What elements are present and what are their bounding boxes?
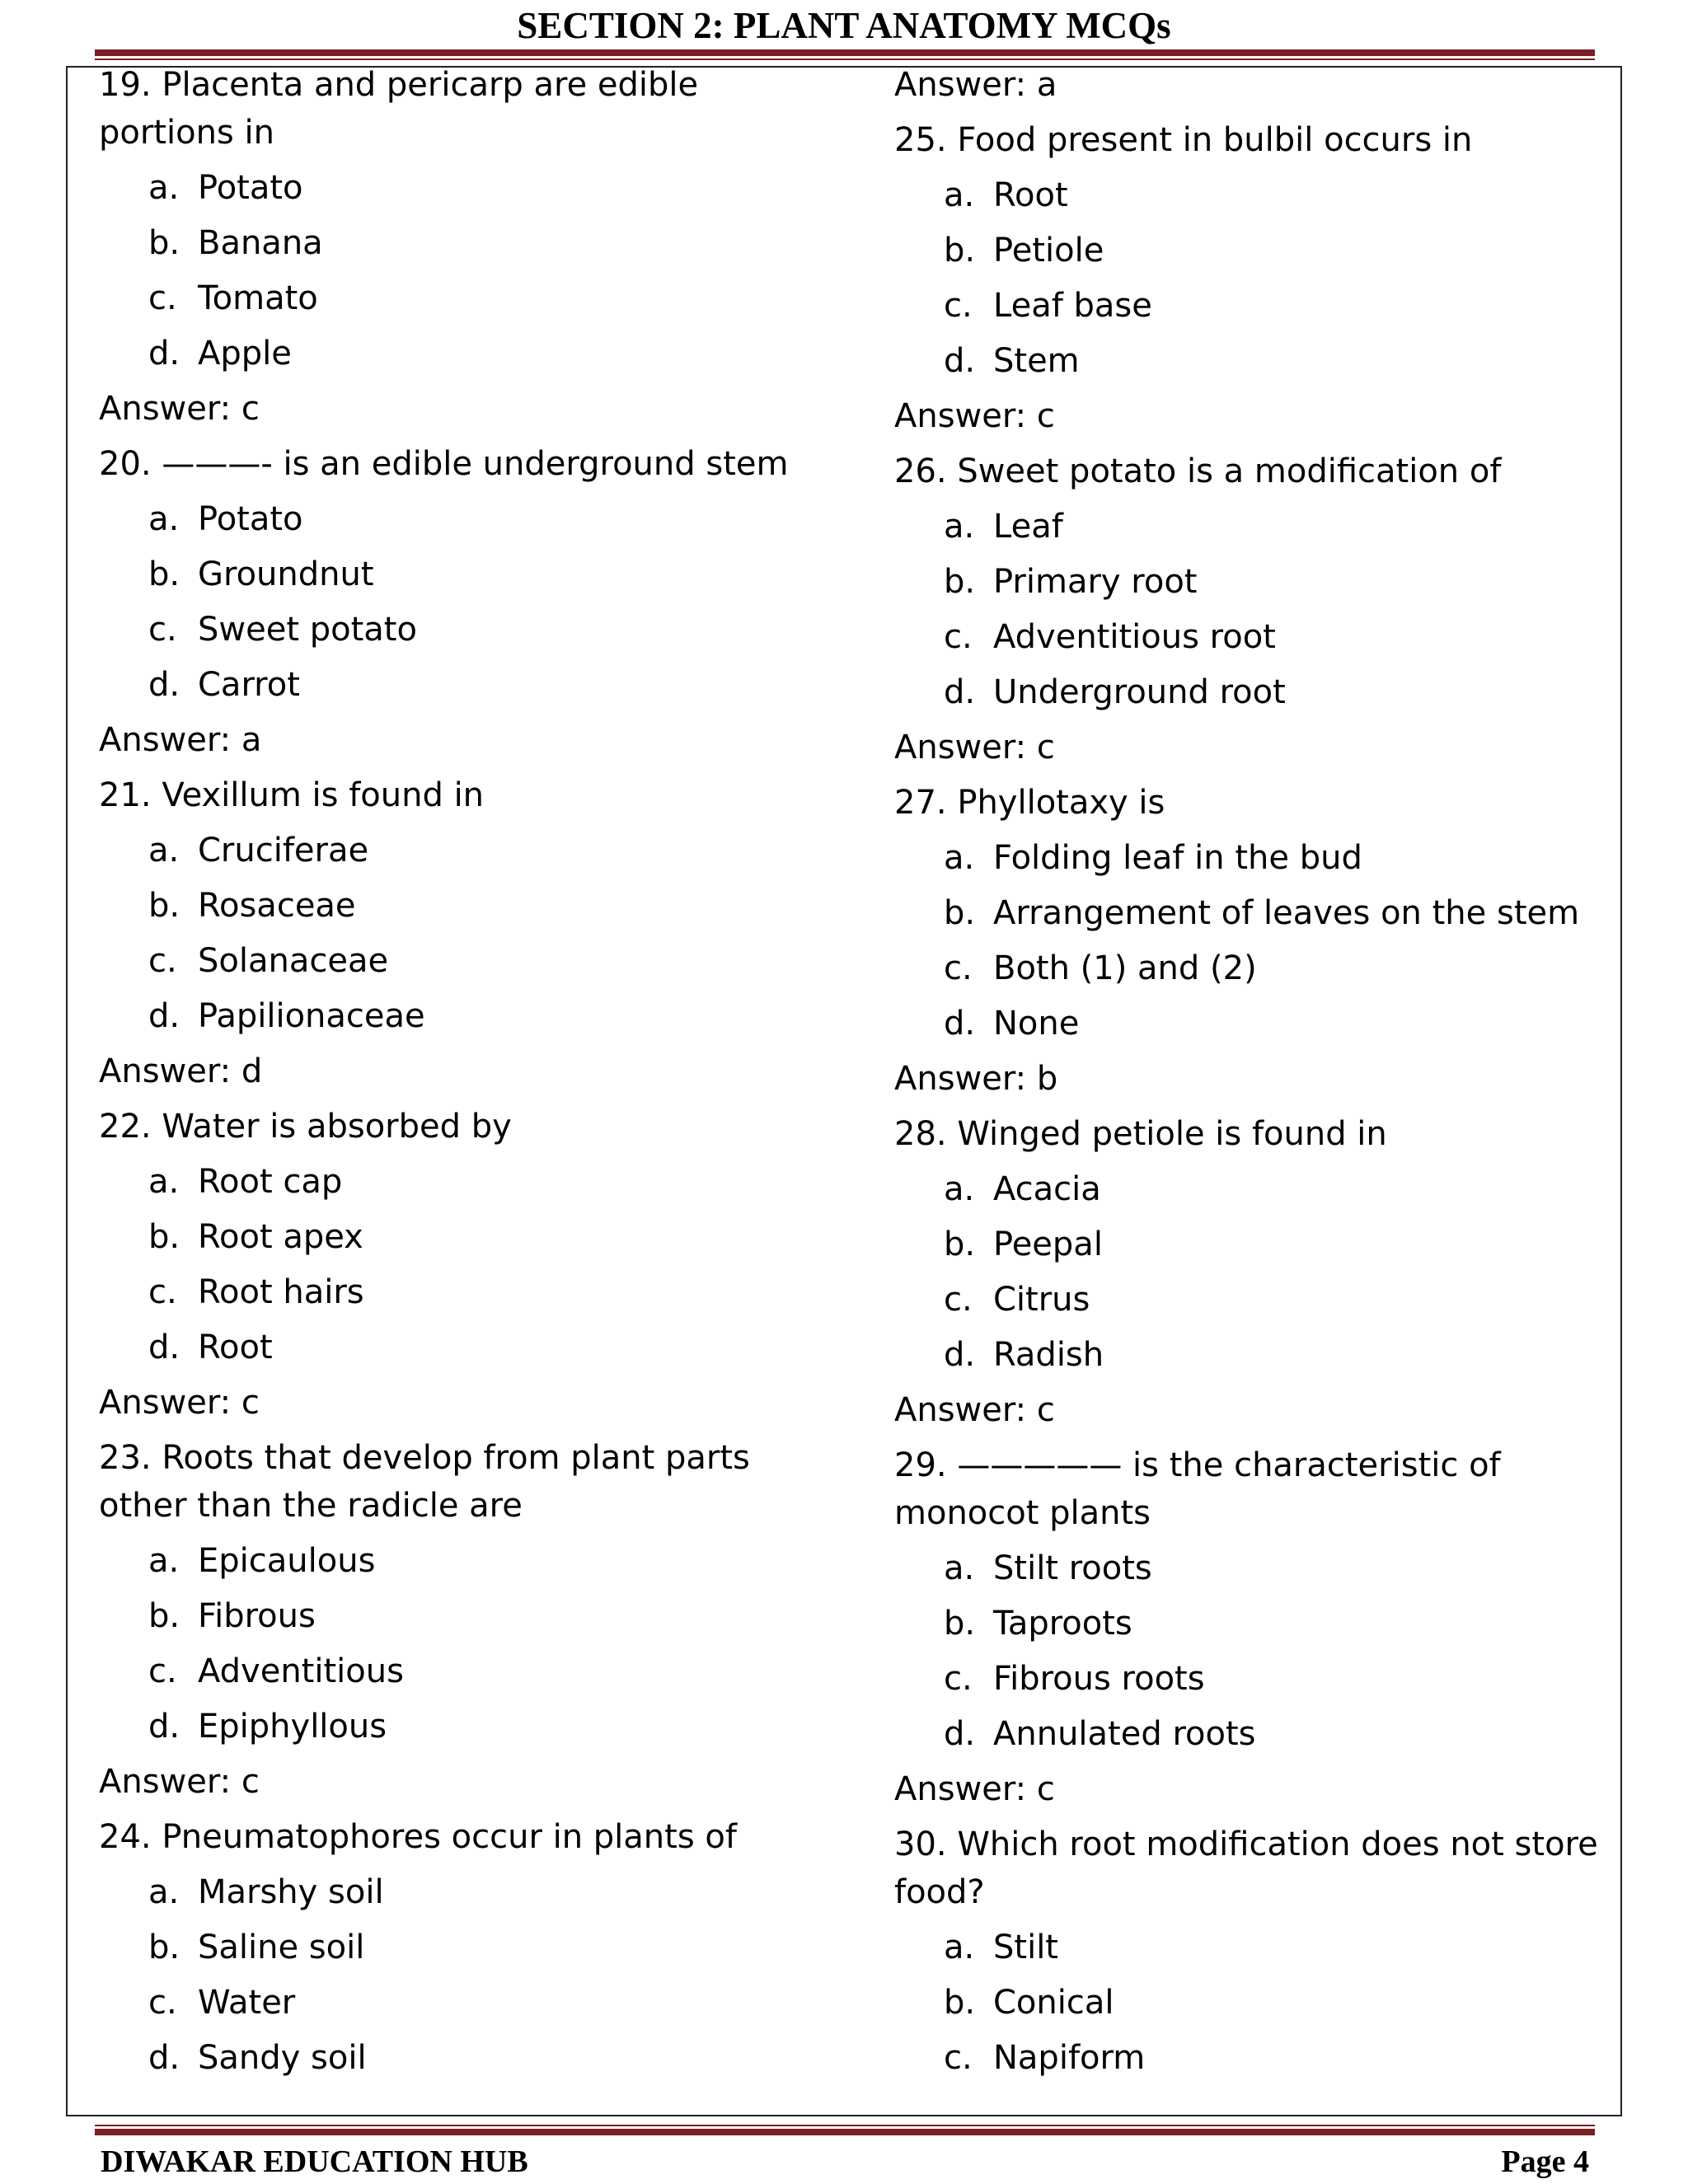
option-item: [944, 1600, 1132, 1647]
option-letter: c.: [148, 279, 177, 317]
option-item: [944, 1000, 1079, 1047]
option-item: [148, 992, 425, 1040]
option-letter: d.: [944, 1005, 976, 1043]
option-letter: b.: [148, 1218, 181, 1256]
option-text: Marshy soil: [198, 1873, 384, 1911]
option-item: [148, 827, 368, 874]
option-item: [148, 1537, 375, 1585]
option-letter: d.: [148, 335, 181, 373]
footer-rule-thick: [95, 2129, 1595, 2135]
option-item: [944, 282, 1152, 330]
answer-text: Answer: c: [894, 1770, 1055, 1808]
option-text: Tomato: [198, 279, 318, 317]
option-text: Root apex: [198, 1218, 363, 1256]
option-letter: b.: [148, 1597, 181, 1635]
option-item: [148, 2034, 367, 2082]
option-text: Solanaceae: [198, 942, 389, 980]
option-text: Stem: [993, 342, 1080, 380]
option-item: [148, 1647, 404, 1695]
option-item: [944, 668, 1286, 716]
option-letter: d.: [944, 1336, 976, 1374]
option-item: [944, 227, 1104, 274]
option-item: [148, 1979, 295, 2027]
option-text: Conical: [993, 1984, 1114, 2022]
question-text: 19. Placenta and pericarp are edible: [99, 66, 699, 104]
option-letter: a.: [944, 508, 975, 546]
option-letter: a.: [944, 1549, 975, 1587]
option-text: Potato: [198, 500, 303, 538]
option-letter: d.: [944, 673, 976, 711]
question-text: 24. Pneumatophores occur in plants of: [99, 1818, 737, 1856]
answer-text: Answer: c: [894, 1391, 1055, 1429]
option-item: [944, 1979, 1114, 2027]
option-item: [148, 661, 300, 709]
option-letter: c.: [944, 1660, 973, 1698]
option-text: Rosaceae: [198, 887, 356, 925]
option-item: [944, 2034, 1145, 2082]
question-text: 28. Winged petiole is found in: [894, 1115, 1387, 1153]
option-letter: a.: [944, 1170, 975, 1208]
option-letter: b.: [944, 232, 976, 269]
option-item: [944, 944, 1257, 992]
option-letter: d.: [148, 1329, 181, 1366]
option-text: Banana: [198, 224, 323, 262]
option-letter: a.: [148, 1873, 180, 1911]
option-item: [944, 1221, 1103, 1268]
option-item: [944, 1276, 1090, 1324]
option-text: Leaf base: [993, 287, 1152, 325]
option-item: [148, 1924, 364, 1971]
option-letter: b.: [944, 1226, 976, 1263]
option-item: [148, 1868, 384, 1916]
option-item: [944, 889, 1579, 937]
option-item: [148, 606, 417, 654]
option-text: Sweet potato: [198, 611, 417, 649]
option-letter: a.: [148, 832, 180, 869]
option-item: [148, 1592, 316, 1640]
option-letter: b.: [944, 1984, 976, 2022]
question-text: 25. Food present in bulbil occurs in: [894, 121, 1473, 159]
option-letter: d.: [148, 1708, 181, 1746]
option-item: [944, 613, 1276, 661]
option-letter: d.: [148, 666, 181, 704]
option-letter: b.: [148, 224, 181, 262]
answer-text: Answer: c: [894, 397, 1055, 435]
option-item: [148, 882, 356, 930]
option-letter: b.: [944, 1605, 976, 1643]
option-letter: b.: [148, 1929, 181, 1966]
option-text: Peepal: [993, 1226, 1103, 1263]
page-number: Page 4: [1501, 2144, 1589, 2179]
option-text: Root: [198, 1329, 273, 1366]
option-item: [944, 1710, 1255, 1758]
option-text: Potato: [198, 169, 303, 207]
option-item: [944, 1924, 1058, 1971]
option-letter: c.: [148, 1273, 177, 1311]
option-letter: c.: [944, 2039, 973, 2077]
answer-text: Answer: c: [99, 1763, 260, 1801]
option-letter: b.: [944, 563, 976, 601]
option-item: [944, 171, 1068, 219]
option-letter: c.: [148, 942, 177, 980]
option-letter: a.: [944, 176, 975, 214]
option-text: Root: [993, 176, 1068, 214]
question-text: 21. Vexillum is found in: [99, 776, 485, 814]
question-text: 29. ————— is the characteristic of: [894, 1446, 1501, 1484]
content-frame: [66, 66, 1622, 2116]
option-item: [148, 1158, 342, 1206]
option-text: Carrot: [198, 666, 300, 704]
page-title: SECTION 2: PLANT ANATOMY MCQs: [517, 5, 1171, 46]
question-text: 30. Which root modification does not store: [894, 1825, 1598, 1863]
option-item: [148, 274, 318, 322]
option-text: Sandy soil: [198, 2039, 367, 2077]
option-text: Annulated roots: [993, 1715, 1256, 1753]
answer-text: Answer: c: [99, 1384, 260, 1422]
option-text: Adventitious: [198, 1652, 404, 1690]
answer-text: Answer: c: [99, 390, 260, 428]
option-item: [148, 551, 374, 598]
option-text: Napiform: [993, 2039, 1146, 2077]
option-text: Water: [198, 1984, 296, 2022]
question-text: 22. Water is absorbed by: [99, 1108, 512, 1146]
answer-text: Answer: d: [99, 1052, 263, 1090]
option-item: [944, 337, 1080, 385]
option-text: Fibrous: [198, 1597, 316, 1635]
option-text: Stilt: [993, 1929, 1058, 1966]
option-letter: a.: [944, 839, 975, 877]
option-letter: d.: [148, 2039, 181, 2077]
option-letter: a.: [944, 1929, 975, 1966]
option-item: [944, 1331, 1104, 1379]
option-text: Stilt roots: [993, 1549, 1152, 1587]
option-letter: d.: [944, 342, 976, 380]
option-item: [148, 330, 292, 377]
publisher-name: DIWAKAR EDUCATION HUB: [101, 2144, 528, 2179]
option-item: [944, 1165, 1101, 1213]
option-text: None: [993, 1005, 1080, 1043]
option-text: Groundnut: [198, 555, 374, 593]
option-item: [944, 558, 1197, 606]
option-item: [944, 834, 1362, 882]
option-item: [148, 937, 388, 985]
carried-answer: Answer: a: [894, 66, 1057, 104]
option-letter: c.: [148, 611, 177, 649]
option-letter: c.: [148, 1984, 177, 2022]
option-item: [148, 1268, 364, 1316]
option-item: [148, 1213, 363, 1261]
option-text: Epicaulous: [198, 1542, 376, 1580]
option-text: Fibrous roots: [993, 1660, 1205, 1698]
option-item: [944, 1655, 1205, 1703]
option-text: Petiole: [993, 232, 1104, 269]
option-letter: d.: [944, 1715, 976, 1753]
option-text: Root hairs: [198, 1273, 364, 1311]
option-text: Taproots: [993, 1605, 1132, 1643]
option-item: [148, 495, 303, 543]
option-letter: b.: [148, 555, 181, 593]
option-text: Arrangement of leaves on the stem: [993, 894, 1580, 932]
option-item: [944, 1544, 1152, 1592]
question-text: 20. ———- is an edible underground stem: [99, 445, 789, 483]
question-text: 23. Roots that develop from plant parts: [99, 1439, 750, 1477]
option-text: Leaf: [993, 508, 1063, 546]
option-item: [148, 1324, 273, 1371]
option-letter: c.: [944, 949, 973, 987]
option-letter: a.: [148, 500, 180, 538]
option-text: Acacia: [993, 1170, 1101, 1208]
answer-text: Answer: b: [894, 1060, 1058, 1098]
option-letter: c.: [148, 1652, 177, 1690]
option-text: Adventitious root: [993, 618, 1276, 656]
option-item: [148, 164, 303, 212]
header-rule-thick: [95, 49, 1595, 56]
option-text: Papilionaceae: [198, 997, 425, 1035]
header-rule-thin: [95, 59, 1595, 60]
option-letter: a.: [148, 169, 180, 207]
option-text: Apple: [198, 335, 292, 373]
option-letter: c.: [944, 618, 973, 656]
question-text: portions in: [99, 114, 274, 152]
question-text: monocot plants: [894, 1494, 1151, 1532]
option-text: Both (1) and (2): [993, 949, 1257, 987]
option-text: Cruciferae: [198, 832, 369, 869]
option-letter: b.: [944, 894, 976, 932]
question-text: other than the radicle are: [99, 1487, 523, 1525]
option-text: Radish: [993, 1336, 1104, 1374]
option-text: Primary root: [993, 563, 1198, 601]
answer-text: Answer: a: [99, 721, 262, 759]
option-item: [944, 503, 1063, 551]
option-letter: b.: [148, 887, 181, 925]
option-item: [148, 219, 323, 267]
option-text: Citrus: [993, 1281, 1090, 1319]
answer-text: Answer: c: [894, 729, 1055, 766]
question-text: 26. Sweet potato is a modification of: [894, 452, 1502, 490]
option-item: [148, 1703, 387, 1750]
option-letter: c.: [944, 287, 973, 325]
option-text: Epiphyllous: [198, 1708, 387, 1746]
option-text: Root cap: [198, 1163, 343, 1201]
option-letter: d.: [148, 997, 181, 1035]
option-text: Saline soil: [198, 1929, 365, 1966]
option-text: Underground root: [993, 673, 1286, 711]
option-letter: a.: [148, 1163, 180, 1201]
question-text: 27. Phyllotaxy is: [894, 784, 1165, 822]
question-text: food?: [894, 1873, 985, 1911]
option-letter: a.: [148, 1542, 180, 1580]
option-text: Folding leaf in the bud: [993, 839, 1362, 877]
option-letter: c.: [944, 1281, 973, 1319]
footer-rule-thin: [95, 2125, 1595, 2126]
